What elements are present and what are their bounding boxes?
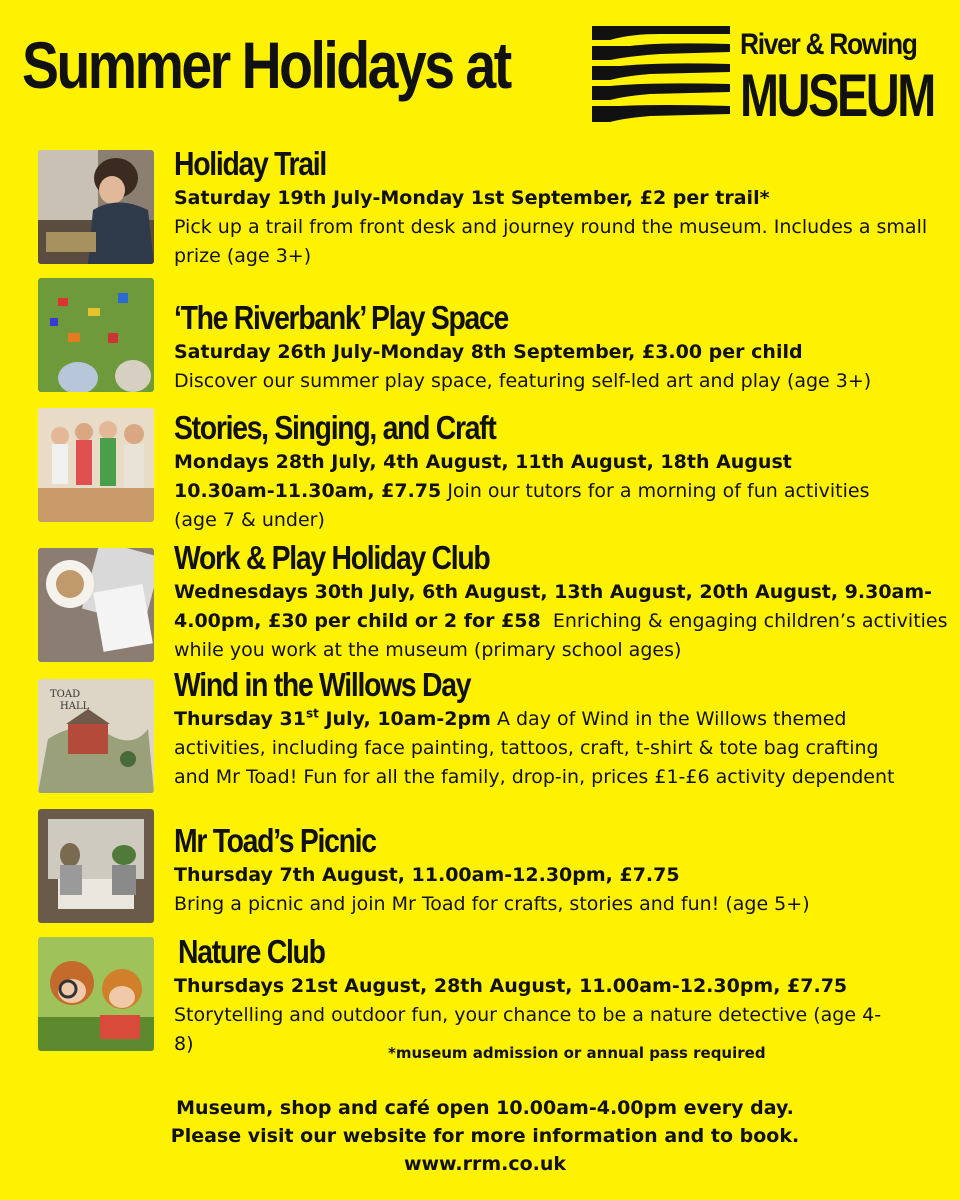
- page-title: Summer Holidays at: [22, 28, 510, 102]
- footer: [0, 1094, 960, 1178]
- event-description: Discover our summer play space, featuring self-led art and play (age 3+): [174, 370, 872, 392]
- event-dates: Wednesdays 30th July, 6th August, 13th August, 20th August, 9.30am-4.00pm, £30 per child or 2 for £58: [174, 581, 933, 632]
- event-description: A day of Wind in the Willows themed activities, including face painting, tattoos, craft, t-shirt & tote bag crafting and Mr Toad! Fun for all the family, drop-in, prices £1-£6 activity dependent: [174, 708, 895, 788]
- event-description: Bring a picnic and join Mr Toad for crafts, stories and fun! (age 5+): [174, 893, 810, 915]
- toad-hall-model-photo: [38, 679, 154, 793]
- event-title: Stories, Singing, and Craft: [174, 409, 496, 446]
- event-description: Storytelling and outdoor fun, your chance to be a nature detective (age 4-8): [174, 1004, 882, 1055]
- website-link[interactable]: www.rrm.co.uk: [403, 1153, 567, 1175]
- event-body: [174, 861, 954, 919]
- event-title: Work & Play Holiday Club: [174, 539, 490, 576]
- event-title: Mr Toad’s Picnic: [174, 822, 376, 859]
- svg-text:TOAD: TOAD: [50, 689, 81, 700]
- event-dates: Saturday 26th July-Monday 8th September, £3.00 per child: [174, 341, 803, 363]
- admission-note: *museum admission or annual pass required: [388, 1044, 766, 1062]
- children-playing-with-blocks-photo: [38, 278, 154, 392]
- event-body: [174, 705, 914, 792]
- children-singing-photo: [38, 408, 154, 522]
- event-body: [174, 578, 954, 665]
- event-dates: Thursday 31st July, 10am-2pm: [174, 706, 491, 730]
- event-dates: Thursday 7th August, 11.00am-12.30pm, £7.75: [174, 864, 680, 886]
- event-description: Pick up a trail from front desk and journey round the museum. Includes a small prize (age 3+): [174, 216, 928, 267]
- event-title: Nature Club: [178, 933, 325, 970]
- event-dates: Saturday 19th July-Monday 1st September, £2 per trail*: [174, 187, 770, 209]
- event-dates: Mondays 28th July, 4th August, 11th August, 18th August 10.30am-11.30am, £7.75: [174, 451, 792, 502]
- event-body: [174, 338, 954, 396]
- children-with-magnifying-glass-photo: [38, 937, 154, 1051]
- museum-logo: [590, 22, 935, 132]
- child-looking-at-display-photo: [38, 150, 154, 264]
- event-title: Wind in the Willows Day: [174, 666, 471, 703]
- event-body: [174, 184, 954, 271]
- logo-text-bottom: MUSEUM: [740, 62, 934, 129]
- header: [0, 0, 960, 140]
- coffee-and-laptop-photo: [38, 548, 154, 662]
- event-dates: Thursdays 21st August, 28th August, 11.00am-12.30pm, £7.75: [174, 975, 848, 997]
- event-title: ‘The Riverbank’ Play Space: [174, 299, 509, 336]
- event-title: Holiday Trail: [174, 145, 326, 182]
- booking-info: Please visit our website for more information and to book.: [170, 1125, 800, 1147]
- event-description: Enriching & engaging children’s activities while you work at the museum (primary school ages): [174, 610, 948, 661]
- event-description: Join our tutors for a morning of fun activities (age 7 & under): [174, 480, 870, 531]
- mr-toad-model-photo: [38, 809, 154, 923]
- opening-hours: Museum, shop and café open 10.00am-4.00pm every day.: [176, 1097, 794, 1119]
- logo-text-top: River & Rowing: [740, 28, 917, 61]
- svg-text:HALL: HALL: [60, 701, 90, 712]
- oars-icon: [590, 22, 740, 132]
- event-body: [174, 448, 894, 535]
